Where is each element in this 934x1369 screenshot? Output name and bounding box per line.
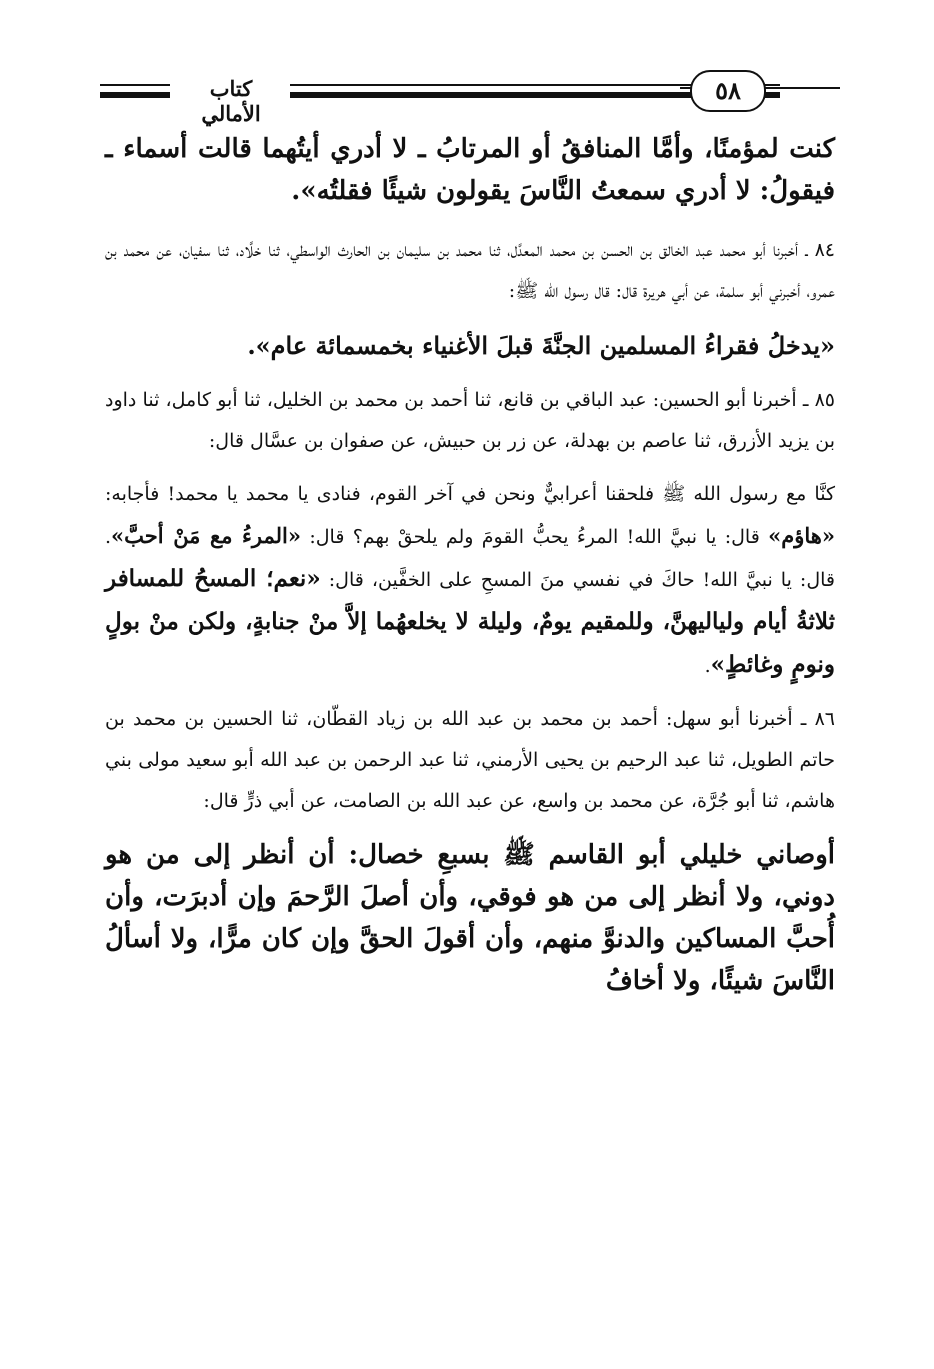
hadith-84-text: «يدخلُ فقراءُ المسلمين الجنَّةَ قبلَ الأغنياء بخمسمائة عام». (247, 331, 835, 360)
hadith-85-part-2: قال: يا نبيَّ الله! المرءُ يحبُّ القومَ ولم يلحقْ بهم؟ قال: (301, 526, 769, 548)
hadith-85-quote-2: «نعم؛ المسحُ للمسافر ثلاثةُ أيام ولياليهنَّ، وللمقيم يومٌ، وليلة لا يخلعهُما إلاَّ منْ جنابةٍ، ولكن منْ بولٍ ونومٍ وغائطٍ» (105, 565, 835, 678)
header-rule-left-thick (100, 92, 170, 98)
hadith-86-chain: ٨٦ ـ أخبرنا أبو سهل: أحمد بن محمد بن عبد الله بن زياد القطّان، ثنا الحسين بن محمد بن حاتم الطويل، ثنا عبد الرحيم بن يحيى الأرمني، ثنا عبد الرحمن بن عبد الله أبو سعيد مولى بني هاشم، ثنا أبو جُرَّة، عن محمد بن واسع، عن عبد الله بن الصامت، عن أبي ذرٍّ قال: (105, 708, 835, 812)
hadith-85-chain: ٨٥ ـ أخبرنا أبو الحسين: عبد الباقي بن قانع، ثنا أحمد بن محمد بن الخليل، ثنا أبو كامل، ثنا داود بن يزيد الأزرق، ثنا عاصم بن بهدلة، عن زر بن حبيش، عن صفوان بن عسَّال قال: (105, 389, 835, 452)
header-rule-left-thin (100, 84, 170, 86)
hadith-85-part-1: كنَّا مع رسول الله ﷺ فلحقنا أعرابيٌّ ونحن في آخر القوم، فنادى يا محمد يا محمد! فأجابه: (105, 483, 835, 505)
hadith-84-chain: ٨٤ ـ أخبرنا أبو محمد عبد الخالق بن الحسن بن محمد المعدَّل، ثنا محمد بن سليمان بن الحارث الواسطي، ثنا خلَّاد، ثنا سفيان، عن محمد بن عمرو، أخبرني أبو سلمة، عن أبي هريرة قال: قال رسول الله ﷺ: (105, 239, 835, 302)
continued-hadith-paragraph: كنت لمؤمنًا، وأمَّا المنافقُ أو المرتابُ ـ لا أدري أيتُهما قالت أسماء ـ فيقولُ: لا أدري سمعتُ النَّاسَ يقولون شيئًا فقلتُه». (105, 134, 835, 206)
page-number: ٥٨ (690, 70, 766, 112)
hadith-85-hawm: «هاؤم» (768, 523, 835, 548)
page-number-wing-right (762, 87, 840, 89)
hadith-86-text: أوصاني خليلي أبو القاسم ﷺ بسبعِ خصال: أن أنظر إلى من هو دوني، ولا أنظر إلى من هو فوقي، وأن أصلَ الرَّحمَ وإن أدبرَت، وأن أُحبَّ المساكين والدنوَّ منهم، وأن أقولَ الحقَّ وإن كان مرًّا، ولا أسألُ النَّاسَ شيئًا، ولا أخافُ (105, 840, 835, 996)
hadith-85-text (105, 474, 835, 687)
hadith-85-part-3: . قال: يا نبيَّ الله! حاكَ في نفسي منَ المسحِ على الخفَّين، قال: (105, 526, 835, 591)
hadith-85-end: . (704, 655, 711, 677)
page-header (100, 70, 840, 126)
page-body (105, 128, 835, 1002)
book-title: كتاب الأمالي (201, 76, 261, 126)
hadith-85-quote-1: «المرءُ مع مَنْ أحبَّ» (111, 523, 301, 548)
